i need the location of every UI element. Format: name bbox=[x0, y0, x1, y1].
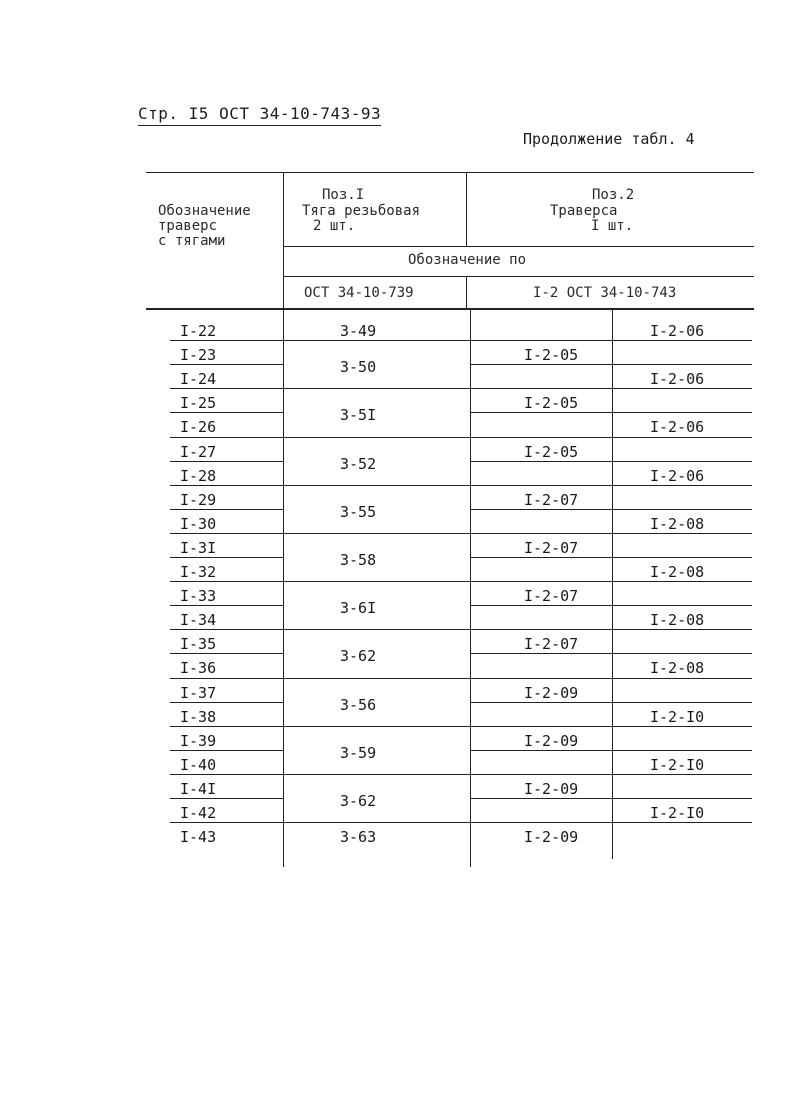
row-line-id bbox=[170, 678, 283, 679]
row-tyaga: 3-55 bbox=[340, 502, 377, 521]
row-line-id bbox=[170, 653, 283, 654]
row-line-ab bbox=[470, 750, 752, 751]
row-id: I-40 bbox=[180, 755, 217, 774]
row-line-ab bbox=[470, 388, 752, 389]
header-subline bbox=[283, 246, 754, 247]
row-traversa-a: I-2-09 bbox=[524, 731, 579, 750]
row-line-id bbox=[170, 557, 283, 558]
row-id: I-39 bbox=[180, 731, 217, 750]
row-line-ab bbox=[470, 605, 752, 606]
row-id: I-28 bbox=[180, 466, 217, 485]
std-col3-label: I-2 ОСТ 34-10-743 bbox=[533, 285, 677, 301]
row-line-ab bbox=[470, 774, 752, 775]
row-traversa-b: I-2-08 bbox=[650, 514, 705, 533]
row-line-tyaga bbox=[283, 581, 470, 582]
row-traversa-a: I-2-05 bbox=[524, 394, 579, 413]
row-tyaga: 3-63 bbox=[340, 828, 377, 847]
row-traversa-a: I-2-07 bbox=[524, 635, 579, 654]
row-line-ab bbox=[470, 629, 752, 630]
row-line-id bbox=[170, 726, 283, 727]
row-tyaga: 3-62 bbox=[340, 647, 377, 666]
row-id: I-22 bbox=[180, 322, 217, 340]
row-tyaga: 3-49 bbox=[340, 322, 377, 340]
row-traversa-a: I-2-07 bbox=[524, 538, 579, 557]
row-id: I-42 bbox=[180, 804, 217, 822]
row-line-id bbox=[170, 605, 283, 606]
row-tyaga: 3-62 bbox=[340, 791, 377, 810]
row-traversa-b: I-2-I0 bbox=[650, 804, 705, 822]
col3-header-qty: I шт. bbox=[591, 218, 634, 234]
row-id: I-26 bbox=[180, 418, 217, 437]
row-id: I-24 bbox=[180, 370, 217, 389]
row-line-ab bbox=[470, 461, 752, 462]
row-traversa-b: I-2-I0 bbox=[650, 707, 705, 726]
row-id: I-30 bbox=[180, 514, 217, 533]
row-line-id bbox=[170, 485, 283, 486]
col1-header-line-2: траверс bbox=[158, 218, 218, 234]
row-tyaga: 3-56 bbox=[340, 695, 377, 714]
body-divider-1 bbox=[283, 308, 284, 867]
row-line-ab bbox=[470, 726, 752, 727]
row-id: I-38 bbox=[180, 707, 217, 726]
header-bottom-border bbox=[146, 308, 754, 310]
row-line-tyaga bbox=[283, 629, 470, 630]
row-traversa-b: I-2-06 bbox=[650, 418, 705, 437]
row-line-tyaga bbox=[283, 533, 470, 534]
row-line-tyaga bbox=[283, 485, 470, 486]
table-top-border bbox=[146, 172, 754, 173]
row-line-tyaga bbox=[283, 388, 470, 389]
header-divider-3 bbox=[466, 276, 467, 308]
row-line-id bbox=[170, 437, 283, 438]
row-traversa-b: I-2-06 bbox=[650, 370, 705, 389]
row-id: I-34 bbox=[180, 611, 217, 630]
row-line-id bbox=[170, 388, 283, 389]
row-line-tyaga bbox=[283, 726, 470, 727]
header-divider-1 bbox=[283, 172, 284, 308]
designation-by-label: Обозначение по bbox=[408, 252, 527, 268]
row-line-ab bbox=[470, 702, 752, 703]
row-line-id bbox=[170, 702, 283, 703]
row-line-id bbox=[170, 750, 283, 751]
row-id: I-29 bbox=[180, 490, 217, 509]
col3-header-pos: Поз.2 bbox=[592, 187, 635, 203]
row-traversa-b: I-2-I0 bbox=[650, 755, 705, 774]
row-line-tyaga bbox=[283, 678, 470, 679]
row-id: I-23 bbox=[180, 346, 217, 365]
row-line-ab bbox=[470, 653, 752, 654]
row-line-ab bbox=[470, 412, 752, 413]
row-line-id bbox=[170, 533, 283, 534]
row-id: I-36 bbox=[180, 659, 217, 678]
row-id: I-3I bbox=[180, 538, 217, 557]
row-traversa-a: I-2-05 bbox=[524, 346, 579, 365]
row-line-id bbox=[170, 822, 283, 823]
row-line-id bbox=[170, 364, 283, 365]
row-id: I-27 bbox=[180, 442, 217, 461]
row-id: I-4I bbox=[180, 779, 217, 798]
row-line-id bbox=[170, 581, 283, 582]
row-traversa-a: I-2-09 bbox=[524, 828, 579, 847]
row-line-id bbox=[170, 340, 283, 341]
row-tyaga: 3-5I bbox=[340, 406, 377, 425]
row-line-tyaga bbox=[283, 437, 470, 438]
row-traversa-a: I-2-07 bbox=[524, 587, 579, 606]
row-traversa-b: I-2-08 bbox=[650, 611, 705, 630]
row-line-tyaga bbox=[283, 340, 470, 341]
row-line-ab bbox=[470, 340, 752, 341]
row-line-ab bbox=[470, 822, 752, 823]
row-traversa-a: I-2-05 bbox=[524, 442, 579, 461]
table-continuation-label: Продолжение табл. 4 bbox=[523, 130, 695, 148]
row-line-id bbox=[170, 774, 283, 775]
col2-header-pos: Поз.I bbox=[322, 187, 365, 203]
row-line-ab bbox=[470, 678, 752, 679]
row-line-ab bbox=[470, 364, 752, 365]
row-id: I-25 bbox=[180, 394, 217, 413]
row-line-tyaga bbox=[283, 822, 470, 823]
col3-header-name: Траверса bbox=[550, 203, 618, 219]
row-id: I-32 bbox=[180, 563, 217, 581]
header-subline-2 bbox=[283, 276, 754, 277]
row-traversa-a: I-2-09 bbox=[524, 683, 579, 702]
row-tyaga: 3-52 bbox=[340, 454, 377, 473]
std-col2-label: ОСТ 34-10-739 bbox=[304, 285, 414, 301]
row-traversa-a: I-2-09 bbox=[524, 779, 579, 798]
row-traversa-b: I-2-06 bbox=[650, 322, 705, 340]
row-line-tyaga bbox=[283, 774, 470, 775]
row-id: I-43 bbox=[180, 828, 217, 847]
body-divider-2 bbox=[470, 308, 471, 867]
row-line-ab bbox=[470, 581, 752, 582]
row-line-id bbox=[170, 461, 283, 462]
row-traversa-b: I-2-08 bbox=[650, 659, 705, 678]
row-line-id bbox=[170, 798, 283, 799]
row-line-id bbox=[170, 509, 283, 510]
row-line-id bbox=[170, 412, 283, 413]
row-traversa-b: I-2-06 bbox=[650, 466, 705, 485]
row-line-ab bbox=[470, 509, 752, 510]
row-line-ab bbox=[470, 437, 752, 438]
row-id: I-33 bbox=[180, 587, 217, 606]
col2-header-name: Тяга резьбовая bbox=[302, 203, 421, 219]
row-tyaga: 3-59 bbox=[340, 743, 377, 762]
row-id: I-37 bbox=[180, 683, 217, 702]
row-tyaga: 3-58 bbox=[340, 550, 377, 569]
row-line-ab bbox=[470, 557, 752, 558]
row-tyaga: 3-50 bbox=[340, 358, 377, 377]
col1-header-line-3: с тягами bbox=[158, 233, 226, 249]
row-traversa-a: I-2-07 bbox=[524, 490, 579, 509]
col2-header-qty: 2 шт. bbox=[313, 218, 356, 234]
row-line-ab bbox=[470, 485, 752, 486]
row-tyaga: 3-6I bbox=[340, 599, 377, 618]
body-divider-3 bbox=[612, 308, 613, 859]
row-line-ab bbox=[470, 798, 752, 799]
row-traversa-b: I-2-08 bbox=[650, 563, 705, 581]
page-header: Стр. I5 ОСТ 34-10-743-93 bbox=[138, 104, 381, 126]
row-line-id bbox=[170, 629, 283, 630]
row-line-ab bbox=[470, 533, 752, 534]
header-divider-2 bbox=[466, 172, 467, 246]
col1-header-line-1: Обозначение bbox=[158, 203, 251, 219]
row-id: I-35 bbox=[180, 635, 217, 654]
